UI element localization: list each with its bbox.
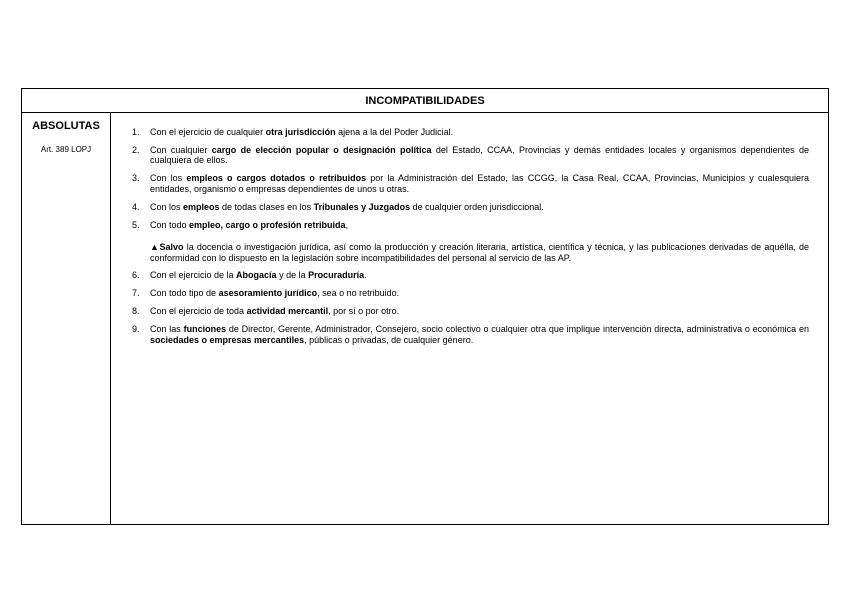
- list-item: 7. Con todo tipo de asesoramiento jurídico, sea o no retribuido.: [132, 288, 400, 299]
- item-emphasis: sociedades o empresas mercantiles: [150, 334, 305, 345]
- item-emphasis: otra jurisdicción: [265, 127, 336, 137]
- incompatibilidades-table: [21, 88, 829, 525]
- exception-note: ▲Salvo la docencia o investigación jurídica, así como la producción y creación literaria, artística, científica y técnica, y las publicaciones derivadas de aquélla, de conformidad con lo dispuesto en la legislación sobre incompatibilidades del personal al servicio de las AP.: [150, 242, 809, 263]
- table-title: INCOMPATIBILIDADES: [22, 89, 828, 113]
- item-number: 3.: [132, 173, 140, 184]
- item-emphasis: empleo, cargo o profesión retribuida: [189, 219, 346, 230]
- category-label: ABSOLUTAS: [32, 120, 100, 132]
- list-item: 8. Con el ejercicio de toda actividad mercantil, por sí o por otro.: [132, 306, 400, 317]
- category-cell: [22, 113, 111, 524]
- list-item: 3. Con los empleos o cargos dotados o retribuidos por la Administración del Estado, las CCGG, la Casa Real, CCAA, Provincias, Municipios y cualesquiera entidades, organismo o empresas dependientes de unos u otras.: [132, 173, 809, 194]
- exception-label: ▲Salvo: [150, 242, 184, 253]
- item-number: 8.: [132, 306, 140, 317]
- item-number: 1.: [132, 127, 140, 137]
- item-emphasis: Tribunales y Juzgados: [313, 201, 411, 212]
- list-item: 4. Con los empleos de todas clases en los Tribunales y Juzgados de cualquier orden jurisdiccional.: [132, 201, 544, 212]
- item-number: 5.: [132, 219, 140, 230]
- item-number: 7.: [132, 288, 140, 299]
- item-emphasis: Abogacía: [236, 270, 277, 281]
- item-emphasis: Procuraduría: [308, 270, 365, 281]
- item-number: 2.: [132, 144, 140, 155]
- item-number: 6.: [132, 270, 140, 281]
- items-cell: [111, 113, 828, 524]
- item-emphasis: funciones: [183, 324, 227, 335]
- list-item: 5. Con todo empleo, cargo o profesión retribuida, ▲Salvo la docencia o investigación jurídica, así como la producción y creación literaria, artística, científica y técnica, y las publicaciones derivadas de aquélla, de conformidad con lo dispuesto en la legislación sobre incompatibilidades del personal al servicio de las AP.: [132, 219, 809, 263]
- item-number: 9.: [132, 324, 140, 335]
- list-item: 2. Con cualquier cargo de elección popular o designación política del Estado, CCAA, Provincias y demás entidades locales y organismos dependientes de cualquiera de ellos.: [132, 144, 810, 166]
- item-emphasis: empleos o cargos dotados o retribuidos: [186, 173, 367, 184]
- list-item: 9. Con las funciones de Director, Gerente, Administrador, Consejero, socio colectivo o cualquier otra que implique intervención directa, administrativa o económica en sociedades o empresas mercantiles, públicas o privadas, de cualquier género.: [132, 324, 809, 345]
- item-number: 4.: [132, 201, 140, 212]
- item-emphasis: asesoramiento jurídico: [218, 288, 318, 299]
- table-body: [22, 113, 828, 524]
- item-emphasis: cargo de elección popular o designación política: [211, 144, 432, 155]
- item-emphasis: empleos: [183, 201, 220, 212]
- legal-reference: Art. 389 LOPJ: [40, 145, 92, 154]
- list-item: 6. Con el ejercicio de la Abogacía y de la Procuraduría.: [132, 270, 367, 281]
- list-item: 1. Con el ejercicio de cualquier otra jurisdicción ajena a la del Poder Judicial.: [132, 127, 454, 137]
- incompatibilities-list: [111, 113, 828, 345]
- item-emphasis: actividad mercantil: [246, 306, 329, 317]
